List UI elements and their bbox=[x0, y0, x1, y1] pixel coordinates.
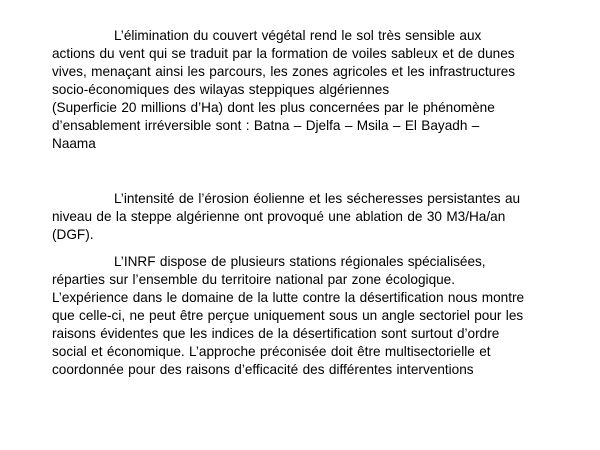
text-line: (DGF). bbox=[52, 227, 94, 242]
paragraph-inrf-stations bbox=[52, 253, 568, 379]
text-line: social et économique. L’approche préconisée doit être multisectorielle et bbox=[52, 344, 491, 359]
text-line: raisons évidentes que les indices de la désertification sont surtout d’ordre bbox=[52, 326, 500, 341]
text-line: (Superficie 20 millions d’Ha) dont les plus concernées par le phénomène bbox=[52, 100, 495, 115]
text-line: coordonnée pour des raisons d’efficacité des différentes interventions bbox=[52, 362, 474, 377]
text-line: niveau de la steppe algérienne ont provoqué une ablation de 30 M3/Ha/an bbox=[52, 209, 506, 224]
text-line: d’ensablement irréversible sont : Batna – Djelfa – Msila – El Bayadh – bbox=[52, 118, 480, 133]
text-line: L’intensité de l’érosion éolienne et les sécheresses persistantes au bbox=[114, 191, 521, 206]
text-line: L’élimination du couvert végétal rend le sol très sensible aux bbox=[114, 28, 482, 43]
paragraph-wind-erosion bbox=[52, 27, 568, 153]
text-line: que celle-ci, ne peut être perçue uniquement sous un angle sectoriel pour les bbox=[52, 308, 524, 323]
text-line: L’expérience dans le domaine de la lutte contre la désertification nous montre bbox=[52, 290, 525, 305]
text-line: vives, menaçant ainsi les parcours, les zones agricoles et les infrastructures bbox=[52, 64, 516, 79]
text-line: réparties sur l’ensemble du territoire national par zone écologique. bbox=[52, 272, 456, 287]
paragraph-erosion-intensity bbox=[52, 190, 568, 244]
text-line: Naama bbox=[52, 136, 96, 151]
text-line: L’INRF dispose de plusieurs stations régionales spécialisées, bbox=[114, 254, 486, 269]
text-line: actions du vent qui se traduit par la formation de voiles sableux et de dunes bbox=[52, 46, 515, 61]
text-line: socio-économiques des wilayas steppiques algériennes bbox=[52, 82, 390, 97]
